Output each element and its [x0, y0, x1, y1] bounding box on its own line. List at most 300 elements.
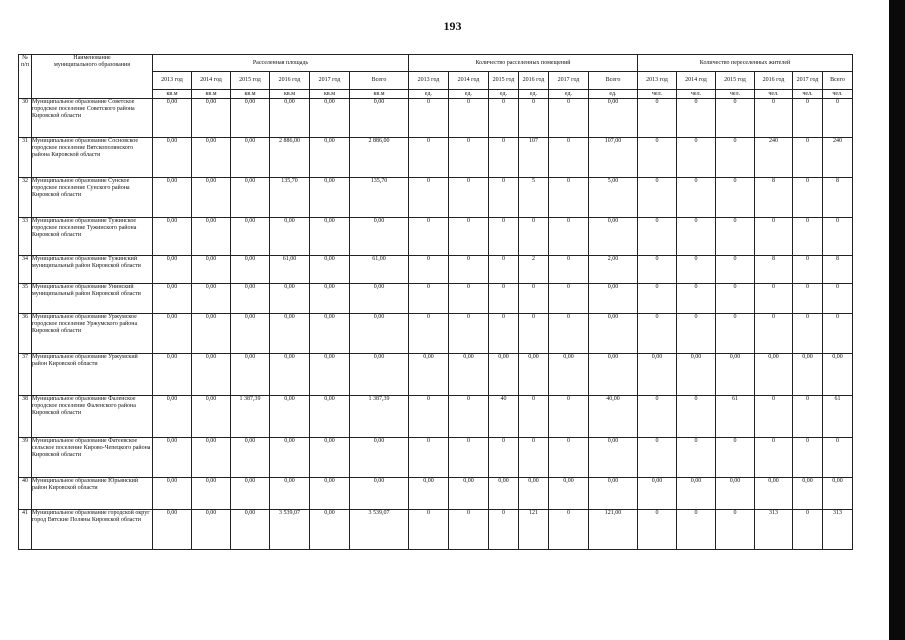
cell-area: 0,00: [153, 99, 192, 138]
cell-people: 0: [793, 99, 823, 138]
cell-people: 8: [823, 178, 853, 218]
cell-people: 0: [716, 218, 755, 256]
cell-area: 0,00: [350, 284, 409, 314]
cell-area: 0,00: [153, 478, 192, 510]
cell-rooms: 0: [549, 438, 589, 478]
cell-rooms: 0: [409, 396, 449, 438]
cell-area: 0,00: [153, 218, 192, 256]
cell-rooms: 0: [549, 178, 589, 218]
cell-area: 0,00: [310, 438, 350, 478]
cell-rooms: 0: [449, 218, 489, 256]
cell-rooms: 0: [489, 438, 519, 478]
cell-area: 0,00: [310, 256, 350, 284]
cell-rooms: 0: [489, 178, 519, 218]
cell-area: 0,00: [270, 284, 310, 314]
cell-rooms: 0,00: [549, 354, 589, 396]
table-body: [19, 99, 853, 550]
cell-people: 240: [823, 138, 853, 178]
cell-rooms: 121: [519, 510, 549, 550]
header-year-rooms: 2014 год: [449, 72, 489, 90]
cell-rooms: 0: [549, 314, 589, 354]
cell-area: 0,00: [231, 510, 270, 550]
cell-rooms: 40,00: [589, 396, 638, 438]
cell-rooms: 0,00: [489, 478, 519, 510]
cell-area: 1 387,39: [231, 396, 270, 438]
cell-area: 0,00: [310, 510, 350, 550]
cell-area: 0,00: [310, 354, 350, 396]
cell-people: 0: [677, 178, 716, 218]
cell-people: 0: [716, 178, 755, 218]
table-row: [19, 438, 853, 478]
cell-area: 0,00: [231, 478, 270, 510]
cell-people: 0: [677, 438, 716, 478]
header-unit-rooms: ед.: [549, 90, 589, 99]
header-unit-rooms: ед.: [489, 90, 519, 99]
cell-area: 0,00: [192, 218, 231, 256]
cell-area: 0,00: [192, 99, 231, 138]
cell-rooms: 0: [409, 314, 449, 354]
row-municipality-name: Муниципальное образование Юрьянский район Кировской области: [32, 478, 153, 510]
table-row: [19, 510, 853, 550]
cell-people: 0: [793, 314, 823, 354]
cell-area: 0,00: [192, 510, 231, 550]
cell-area: 0,00: [192, 396, 231, 438]
cell-people: 0,00: [638, 478, 677, 510]
cell-people: 0: [716, 510, 755, 550]
cell-rooms: 0: [449, 314, 489, 354]
table-row: [19, 354, 853, 396]
cell-people: 313: [823, 510, 853, 550]
cell-people: 0: [755, 314, 793, 354]
header-unit-people: чел.: [793, 90, 823, 99]
row-number: 36: [19, 314, 32, 354]
row-number: 32: [19, 178, 32, 218]
cell-people: 0: [677, 314, 716, 354]
cell-people: 0: [716, 138, 755, 178]
header-year-area: 2017 год: [310, 72, 350, 90]
cell-area: 0,00: [310, 218, 350, 256]
cell-people: 240: [755, 138, 793, 178]
cell-rooms: 0: [549, 284, 589, 314]
header-year-area: 2016 год: [270, 72, 310, 90]
header-unit-rooms: ед.: [449, 90, 489, 99]
cell-people: 0,00: [793, 354, 823, 396]
table-row: [19, 218, 853, 256]
header-year-people: 2013 год: [638, 72, 677, 90]
cell-area: 0,00: [153, 438, 192, 478]
cell-area: 0,00: [153, 354, 192, 396]
cell-area: 0,00: [231, 314, 270, 354]
header-year-rooms: 2016 год: [519, 72, 549, 90]
cell-people: 0: [677, 218, 716, 256]
page-number: 193: [443, 19, 462, 33]
cell-area: 0,00: [270, 438, 310, 478]
cell-rooms: 0: [549, 396, 589, 438]
cell-rooms: 5,00: [589, 178, 638, 218]
cell-area: 3 539,07: [270, 510, 310, 550]
header-year-area: 2013 год: [153, 72, 192, 90]
row-municipality-name: Муниципальное образование Тужинское городское поселение Тужинского района Кировской области: [32, 218, 153, 256]
cell-people: 0: [638, 138, 677, 178]
cell-rooms: 0: [449, 99, 489, 138]
cell-area: 0,00: [231, 284, 270, 314]
cell-people: 8: [755, 256, 793, 284]
cell-people: 61: [716, 396, 755, 438]
row-municipality-name: Муниципальное образование городской округ город Вятские Поляны Кировской области: [32, 510, 153, 550]
cell-rooms: 0: [409, 138, 449, 178]
cell-rooms: 0,00: [589, 99, 638, 138]
cell-people: 0: [716, 438, 755, 478]
cell-rooms: 0,00: [589, 438, 638, 478]
cell-people: 0: [793, 396, 823, 438]
cell-area: 0,00: [270, 99, 310, 138]
cell-area: 0,00: [270, 396, 310, 438]
cell-area: 0,00: [192, 438, 231, 478]
header-unit-rooms: ед.: [589, 90, 638, 99]
cell-area: 2 886,00: [350, 138, 409, 178]
header-group-people: Количество переселенных жителей: [638, 55, 853, 72]
cell-rooms: 0: [489, 99, 519, 138]
cell-people: 0: [823, 284, 853, 314]
row-municipality-name: Муниципальное образование Унинский муниципальный район Кировской области: [32, 284, 153, 314]
header-year-people: Всего: [823, 72, 853, 90]
row-municipality-name: Муниципальное образование Сосновское городское поселение Вятскополянского района Кировской области: [32, 138, 153, 178]
row-number: 39: [19, 438, 32, 478]
cell-people: 0: [793, 256, 823, 284]
cell-area: 0,00: [350, 218, 409, 256]
cell-people: 0,00: [755, 478, 793, 510]
cell-people: 0: [716, 284, 755, 314]
cell-rooms: 0: [549, 256, 589, 284]
scan-edge-bar: [889, 0, 905, 640]
cell-area: 0,00: [310, 314, 350, 354]
header-unit-area: кв.м: [192, 90, 231, 99]
cell-rooms: 0: [519, 284, 549, 314]
cell-rooms: 0,00: [409, 354, 449, 396]
cell-people: 0,00: [716, 354, 755, 396]
cell-rooms: 5: [519, 178, 549, 218]
cell-area: 0,00: [270, 218, 310, 256]
cell-rooms: 0: [409, 438, 449, 478]
header-unit-rooms: ед.: [519, 90, 549, 99]
cell-area: 0,00: [153, 178, 192, 218]
cell-rooms: 0: [409, 256, 449, 284]
cell-people: 0: [755, 284, 793, 314]
cell-area: 0,00: [153, 314, 192, 354]
cell-rooms: 0: [449, 510, 489, 550]
row-municipality-name: Муниципальное образование Уржумское городское поселение Уржумского района Кировской области: [32, 314, 153, 354]
table-row: [19, 138, 853, 178]
cell-rooms: 0: [519, 438, 549, 478]
cell-area: 0,00: [231, 99, 270, 138]
cell-area: 0,00: [192, 284, 231, 314]
cell-rooms: 0: [449, 256, 489, 284]
row-number: 34: [19, 256, 32, 284]
cell-area: 0,00: [350, 354, 409, 396]
row-municipality-name: Муниципальное образование Фаленское городское поселение Фаленского района Кировской области: [32, 396, 153, 438]
cell-rooms: 40: [489, 396, 519, 438]
cell-area: 0,00: [192, 178, 231, 218]
cell-area: 0,00: [350, 478, 409, 510]
header-unit-people: чел.: [755, 90, 793, 99]
cell-people: 0: [793, 218, 823, 256]
header-year-rooms: 2013 год: [409, 72, 449, 90]
row-number: 41: [19, 510, 32, 550]
header-name-line1: Наименование: [73, 55, 111, 61]
header-group-area: Расселенная площадь: [153, 55, 409, 72]
cell-area: 0,00: [231, 178, 270, 218]
cell-area: 0,00: [192, 354, 231, 396]
table-row: [19, 478, 853, 510]
row-number: 38: [19, 396, 32, 438]
cell-area: 0,00: [231, 256, 270, 284]
header-unit-area: кв.м: [310, 90, 350, 99]
cell-people: 0: [793, 438, 823, 478]
cell-rooms: 0,00: [549, 478, 589, 510]
cell-rooms: 0,00: [449, 478, 489, 510]
cell-people: 0: [638, 178, 677, 218]
cell-people: 0: [677, 99, 716, 138]
cell-area: 0,00: [192, 478, 231, 510]
header-year-rooms: Всего: [589, 72, 638, 90]
row-municipality-name: Муниципальное образование Фатеевское сельское поселение Кирово-Чепецкого района Кировской области: [32, 438, 153, 478]
header-year-people: 2014 год: [677, 72, 716, 90]
row-number: 40: [19, 478, 32, 510]
header-unit-people: чел.: [716, 90, 755, 99]
header-unit-people: чел.: [677, 90, 716, 99]
header-unit-area: кв.м: [350, 90, 409, 99]
cell-rooms: 0: [549, 510, 589, 550]
cell-people: 0: [755, 396, 793, 438]
cell-people: 0: [755, 438, 793, 478]
cell-rooms: 0: [409, 99, 449, 138]
cell-rooms: 0: [409, 284, 449, 314]
row-number: 30: [19, 99, 32, 138]
cell-rooms: 0: [449, 178, 489, 218]
cell-rooms: 0: [489, 314, 519, 354]
cell-rooms: 2: [519, 256, 549, 284]
header-unit-rooms: ед.: [409, 90, 449, 99]
cell-rooms: 0: [489, 218, 519, 256]
cell-area: 135,70: [350, 178, 409, 218]
cell-area: 0,00: [153, 256, 192, 284]
cell-rooms: 0: [489, 256, 519, 284]
cell-people: 0: [823, 314, 853, 354]
row-number: 37: [19, 354, 32, 396]
cell-people: 0: [716, 99, 755, 138]
cell-people: 313: [755, 510, 793, 550]
header-unit-people: чел.: [638, 90, 677, 99]
cell-rooms: 0: [489, 510, 519, 550]
cell-people: 61: [823, 396, 853, 438]
cell-people: 0: [638, 284, 677, 314]
cell-rooms: 0: [489, 138, 519, 178]
header-number: [19, 55, 32, 99]
cell-area: 2 886,00: [270, 138, 310, 178]
cell-area: 0,00: [231, 218, 270, 256]
header-unit-area: кв.м: [231, 90, 270, 99]
cell-area: 0,00: [270, 314, 310, 354]
row-number: 33: [19, 218, 32, 256]
cell-rooms: 0: [549, 218, 589, 256]
header-name: [32, 55, 153, 99]
cell-rooms: 0,00: [519, 354, 549, 396]
header-name-line2: муниципального образования: [54, 62, 130, 68]
cell-people: 0: [823, 438, 853, 478]
cell-area: 1 387,39: [350, 396, 409, 438]
cell-people: 0: [823, 218, 853, 256]
cell-people: 0: [638, 99, 677, 138]
cell-rooms: 0: [449, 396, 489, 438]
cell-rooms: 107,00: [589, 138, 638, 178]
cell-area: 0,00: [153, 510, 192, 550]
cell-rooms: 107: [519, 138, 549, 178]
header-year-rooms: 2017 год: [549, 72, 589, 90]
cell-people: 0: [638, 256, 677, 284]
cell-rooms: 0: [409, 510, 449, 550]
header-number-pp: п/п: [20, 62, 30, 68]
row-municipality-name: Муниципальное образование Уржумский район Кировской области: [32, 354, 153, 396]
table-row: [19, 284, 853, 314]
cell-people: 0: [755, 218, 793, 256]
cell-people: 0: [677, 138, 716, 178]
cell-people: 0: [793, 138, 823, 178]
cell-area: 0,00: [153, 138, 192, 178]
cell-rooms: 0: [409, 218, 449, 256]
cell-area: 0,00: [192, 256, 231, 284]
resettlement-table: [18, 54, 853, 550]
cell-people: 0: [716, 256, 755, 284]
cell-rooms: 0: [489, 284, 519, 314]
header-group-rooms: Количество расселенных помещений: [409, 55, 638, 72]
table-row: [19, 256, 853, 284]
header-number-sign: №: [22, 55, 28, 61]
header-year-rooms: 2015 год: [489, 72, 519, 90]
cell-area: 0,00: [192, 314, 231, 354]
cell-area: 135,70: [270, 178, 310, 218]
cell-area: 0,00: [310, 284, 350, 314]
header-unit-people: чел.: [823, 90, 853, 99]
cell-people: 0,00: [677, 354, 716, 396]
cell-area: 61,00: [270, 256, 310, 284]
cell-area: 0,00: [350, 314, 409, 354]
cell-people: 0: [716, 314, 755, 354]
cell-area: 0,00: [270, 478, 310, 510]
cell-rooms: 2,00: [589, 256, 638, 284]
cell-people: 0: [793, 510, 823, 550]
header-year-area: 2014 год: [192, 72, 231, 90]
cell-people: 0: [638, 438, 677, 478]
cell-area: 0,00: [153, 284, 192, 314]
cell-rooms: 0,00: [589, 218, 638, 256]
cell-rooms: 0: [519, 99, 549, 138]
row-municipality-name: Муниципальное образование Советское городское поселение Советского района Кировской области: [32, 99, 153, 138]
cell-rooms: 121,00: [589, 510, 638, 550]
cell-people: 0,00: [677, 478, 716, 510]
cell-people: 0,00: [716, 478, 755, 510]
cell-people: 0,00: [823, 478, 853, 510]
cell-people: 0: [638, 218, 677, 256]
cell-people: 0,00: [755, 354, 793, 396]
cell-rooms: 0,00: [519, 478, 549, 510]
table-row: [19, 99, 853, 138]
cell-people: 0: [638, 314, 677, 354]
header-year-people: 2017 год: [793, 72, 823, 90]
table-row: [19, 314, 853, 354]
row-number: 35: [19, 284, 32, 314]
table-row: [19, 178, 853, 218]
cell-area: 0,00: [310, 478, 350, 510]
cell-rooms: 0,00: [589, 354, 638, 396]
cell-rooms: 0: [449, 284, 489, 314]
cell-rooms: 0: [549, 99, 589, 138]
cell-area: 0,00: [231, 438, 270, 478]
cell-rooms: 0,00: [589, 478, 638, 510]
cell-rooms: 0,00: [449, 354, 489, 396]
cell-rooms: 0: [549, 138, 589, 178]
cell-rooms: 0: [449, 438, 489, 478]
table-row: [19, 396, 853, 438]
cell-rooms: 0: [519, 314, 549, 354]
cell-people: 0: [823, 99, 853, 138]
header-unit-area: кв.м: [270, 90, 310, 99]
cell-rooms: 0,00: [589, 284, 638, 314]
cell-area: 0,00: [350, 99, 409, 138]
header-year-area: 2015 год: [231, 72, 270, 90]
cell-rooms: 0: [519, 396, 549, 438]
cell-area: 61,00: [350, 256, 409, 284]
cell-rooms: 0,00: [489, 354, 519, 396]
header-year-people: 2015 год: [716, 72, 755, 90]
row-number: 31: [19, 138, 32, 178]
cell-area: 0,00: [231, 354, 270, 396]
cell-people: 0,00: [823, 354, 853, 396]
cell-area: 0,00: [310, 396, 350, 438]
cell-rooms: 0,00: [409, 478, 449, 510]
row-municipality-name: Муниципальное образование Тужинский муниципальный район Кировской области: [32, 256, 153, 284]
cell-area: 0,00: [310, 99, 350, 138]
row-municipality-name: Муниципальное образование Сунское городское поселение Сунского района Кировской области: [32, 178, 153, 218]
cell-area: 0,00: [310, 178, 350, 218]
cell-area: 0,00: [270, 354, 310, 396]
cell-area: 0,00: [231, 138, 270, 178]
cell-people: 0: [638, 510, 677, 550]
cell-rooms: 0,00: [589, 314, 638, 354]
cell-people: 0,00: [793, 478, 823, 510]
cell-people: 0: [677, 396, 716, 438]
cell-people: 8: [755, 178, 793, 218]
cell-area: 0,00: [153, 396, 192, 438]
cell-rooms: 0: [449, 138, 489, 178]
cell-people: 8: [823, 256, 853, 284]
cell-area: 0,00: [350, 438, 409, 478]
header-unit-area: кв.м: [153, 90, 192, 99]
cell-people: 0: [638, 396, 677, 438]
header-year-area: Всего: [350, 72, 409, 90]
header-year-people: 2016 год: [755, 72, 793, 90]
cell-area: 0,00: [310, 138, 350, 178]
cell-people: 0: [793, 178, 823, 218]
cell-area: 0,00: [192, 138, 231, 178]
cell-people: 0,00: [638, 354, 677, 396]
cell-people: 0: [793, 284, 823, 314]
cell-rooms: 0: [519, 218, 549, 256]
cell-rooms: 0: [409, 178, 449, 218]
cell-people: 0: [677, 284, 716, 314]
cell-people: 0: [677, 256, 716, 284]
cell-people: 0: [755, 99, 793, 138]
cell-area: 3 539,07: [350, 510, 409, 550]
